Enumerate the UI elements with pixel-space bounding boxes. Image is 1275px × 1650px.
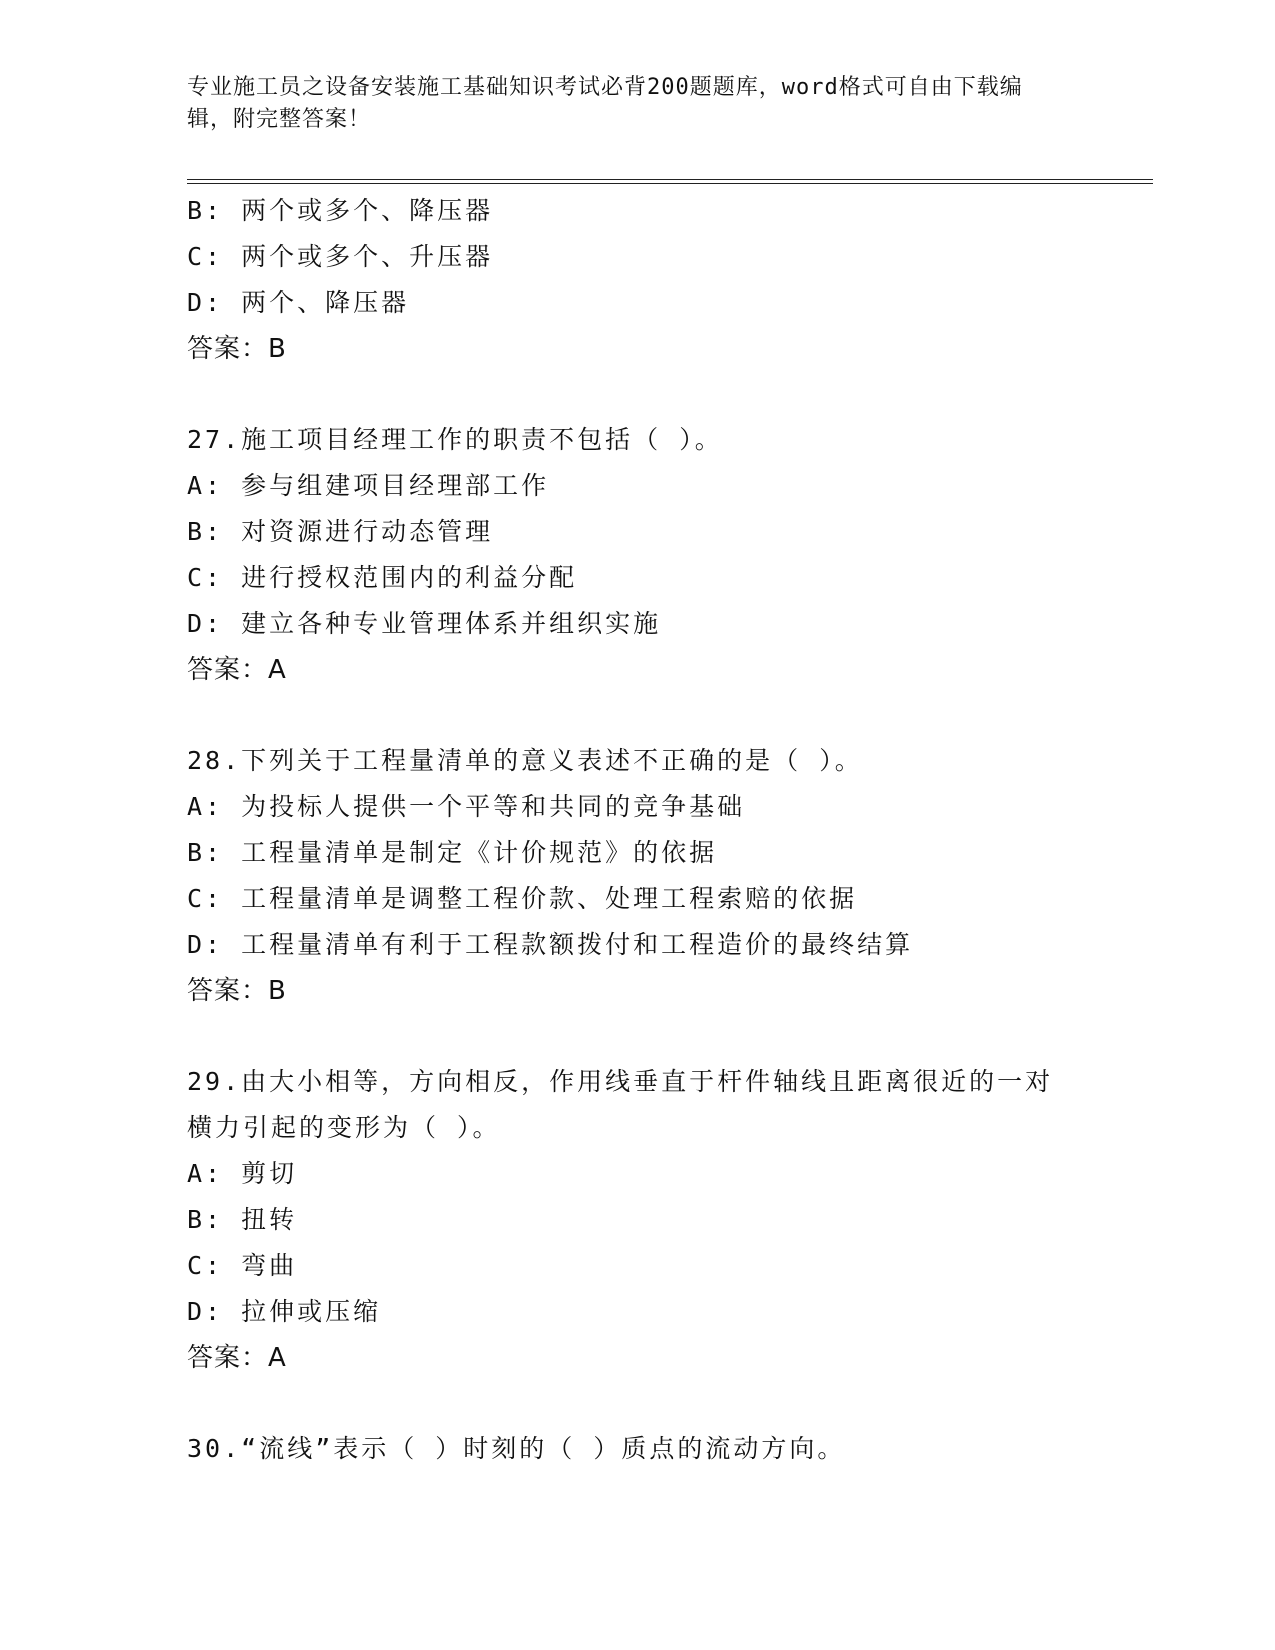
question-29 — [187, 1059, 1087, 1381]
option-b: B: 两个或多个、降压器 — [187, 196, 494, 225]
question-list — [187, 188, 1087, 1472]
option-d: D: 工程量清单有利于工程款额拨付和工程造价的最终结算 — [187, 930, 914, 959]
question-stem: 27.施工项目经理工作的职责不包括（ ）。 — [187, 425, 723, 454]
option-b: B: 工程量清单是制定《计价规范》的依据 — [187, 838, 718, 867]
option-c: C: 进行授权范围内的利益分配 — [187, 563, 578, 592]
question-30 — [187, 1426, 1087, 1472]
document-header: 专业施工员之设备安装施工基础知识考试必背200题题库，word格式可自由下载编辑，附完整答案！ — [187, 75, 1023, 132]
question-28 — [187, 738, 1087, 1014]
option-b: B: 对资源进行动态管理 — [187, 517, 494, 546]
question-stem: 30.“流线”表示（ ）时刻的（ ）质点的流动方向。 — [187, 1434, 846, 1463]
option-a: A: 参与组建项目经理部工作 — [187, 471, 550, 500]
option-d: D: 建立各种专业管理体系并组织实施 — [187, 609, 662, 638]
header-divider-top — [187, 179, 1153, 180]
option-a: A: 为投标人提供一个平等和共同的竞争基础 — [187, 792, 746, 821]
option-d: D: 两个、降压器 — [187, 288, 410, 317]
question-stem: 29.由大小相等，方向相反，作用线垂直于杆件轴线且距离很近的一对横力引起的变形为（ ）。 — [187, 1067, 1054, 1142]
answer-line: 答案：A — [187, 1343, 287, 1373]
question-26-partial — [187, 188, 1087, 372]
answer-line: 答案：B — [187, 976, 287, 1006]
header-divider-bottom — [187, 183, 1153, 184]
question-27 — [187, 417, 1087, 693]
answer-line: 答案：B — [187, 334, 287, 364]
option-c: C: 弯曲 — [187, 1251, 298, 1280]
question-stem: 28.下列关于工程量清单的意义表述不正确的是（ ）。 — [187, 746, 863, 775]
option-c: C: 工程量清单是调整工程价款、处理工程索赔的依据 — [187, 884, 858, 913]
answer-line: 答案：A — [187, 655, 287, 685]
option-a: A: 剪切 — [187, 1159, 298, 1188]
option-d: D: 拉伸或压缩 — [187, 1297, 382, 1326]
option-b: B: 扭转 — [187, 1205, 298, 1234]
option-c: C: 两个或多个、升压器 — [187, 242, 494, 271]
